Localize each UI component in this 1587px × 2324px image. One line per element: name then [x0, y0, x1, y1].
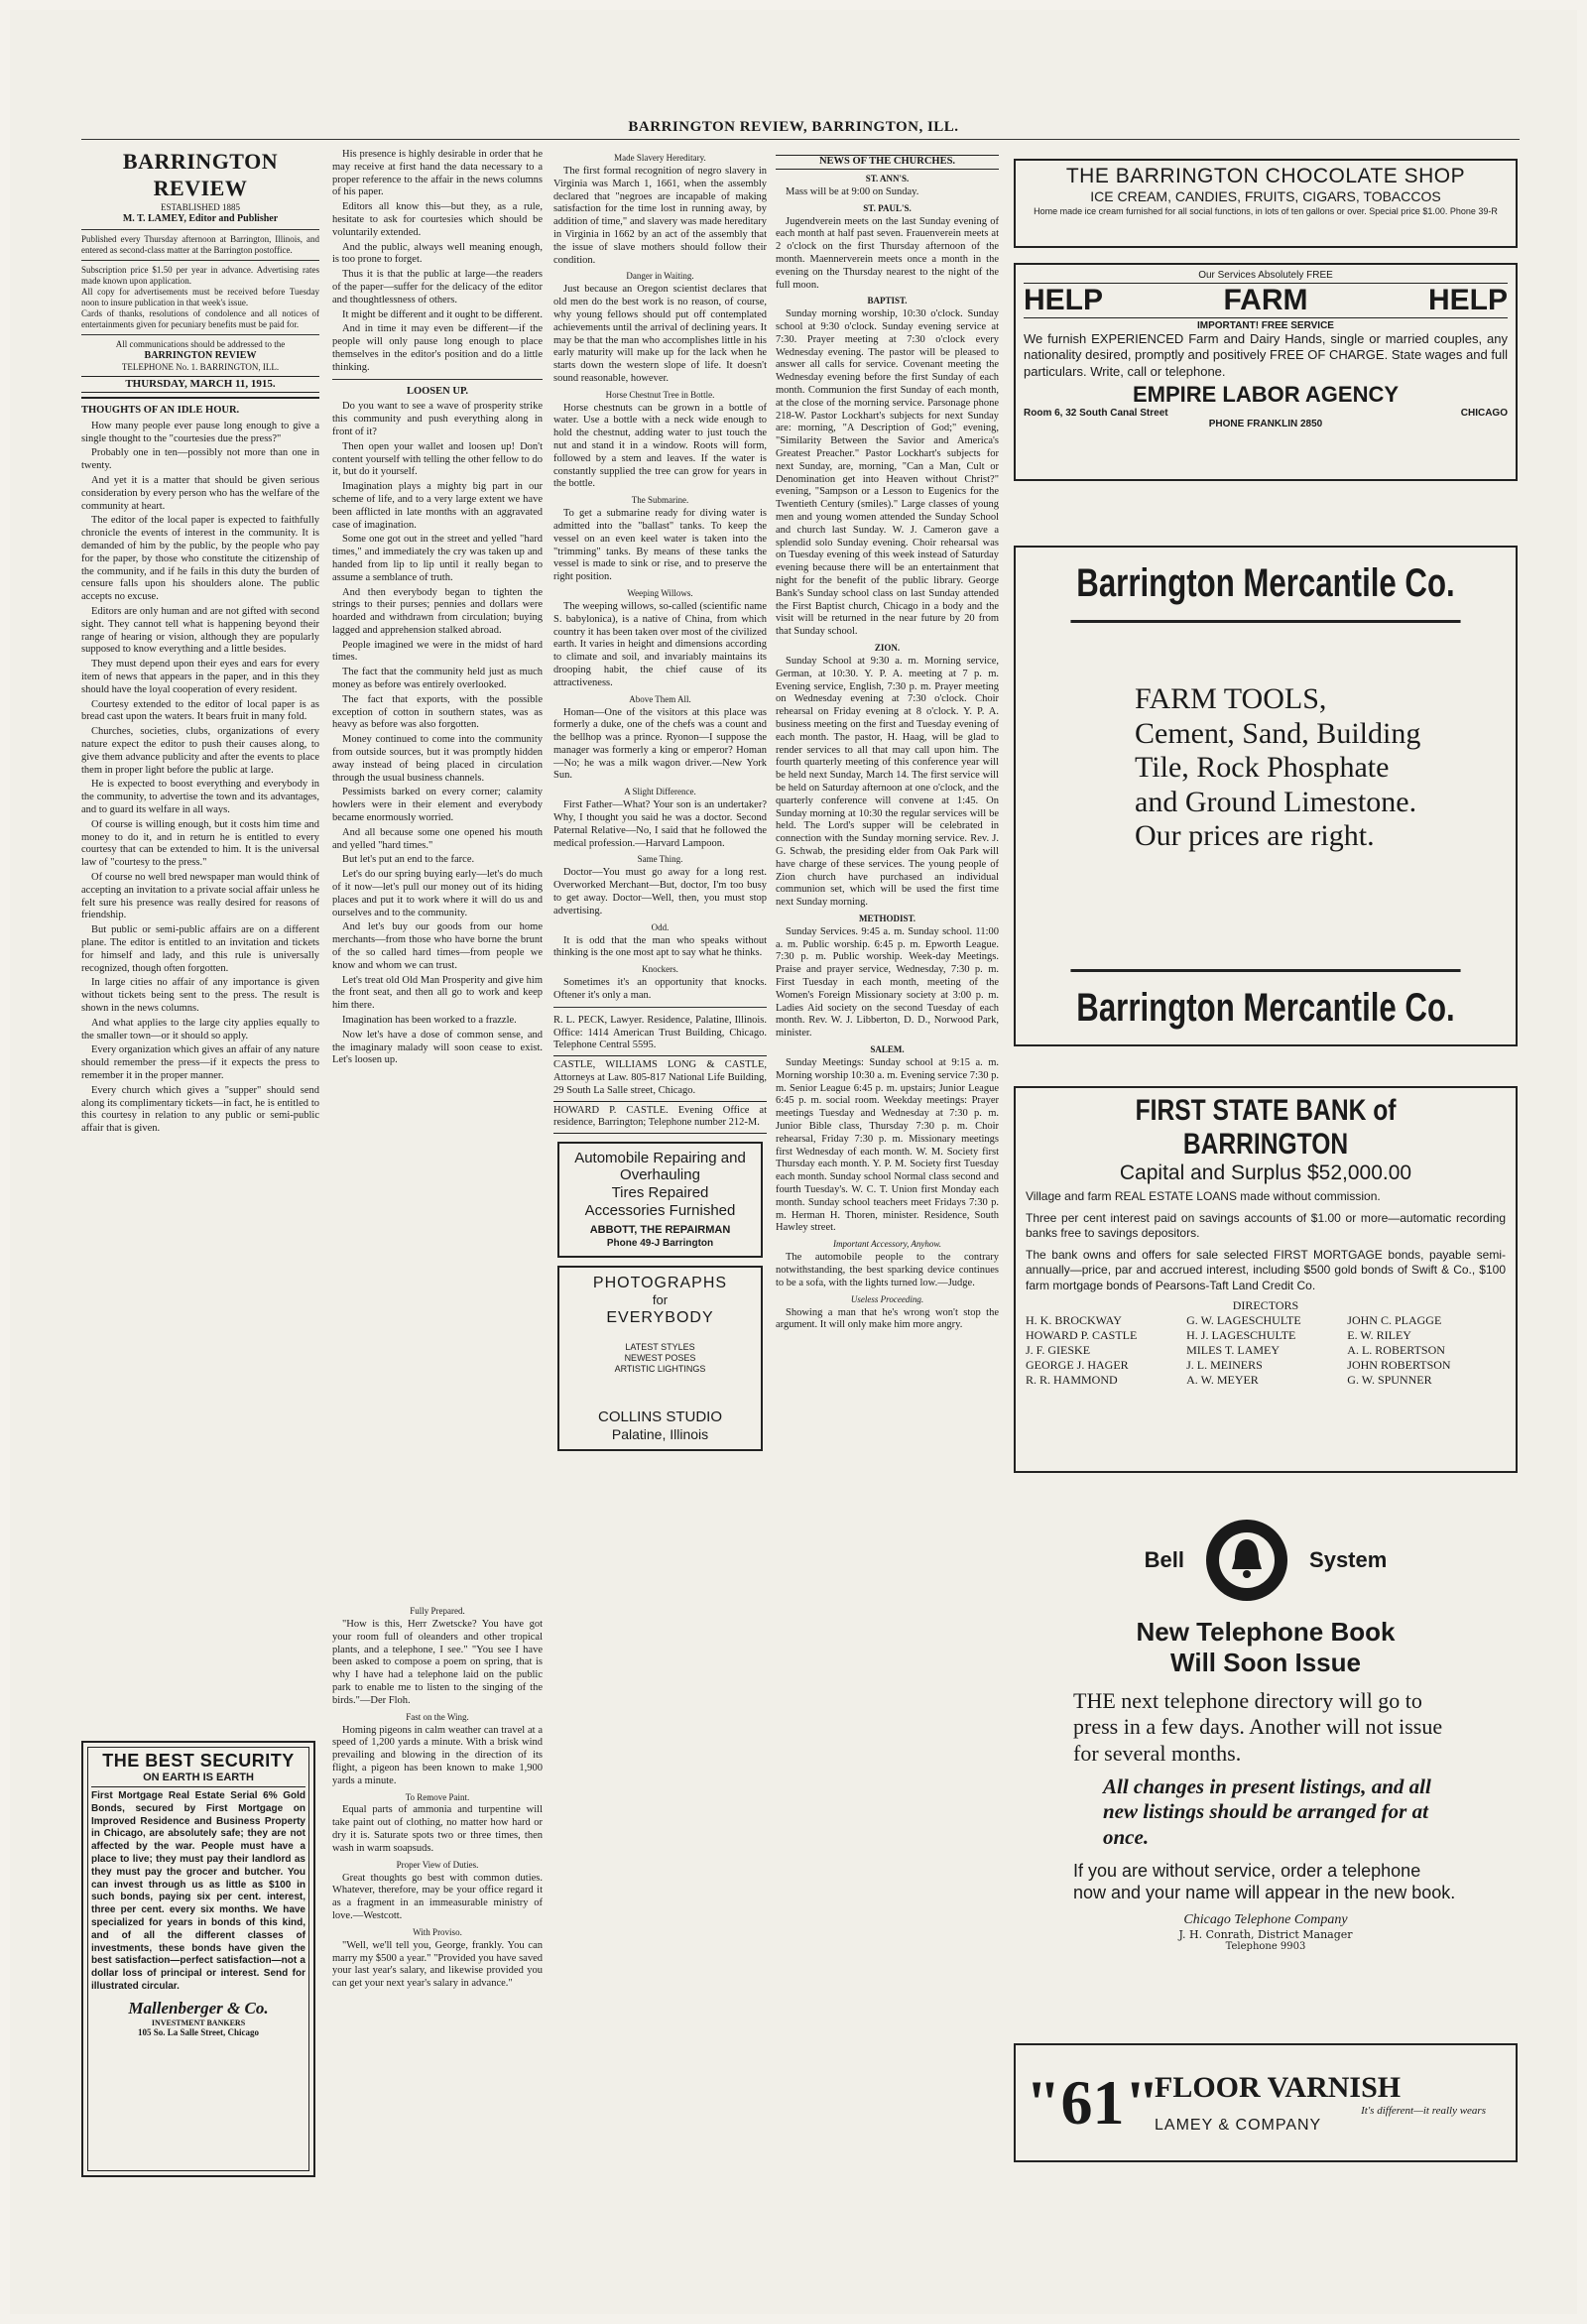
bank-interest: Three per cent interest paid on savings accounts of $1.00 or more—automatic recording banks free to savings depositors. [1026, 1210, 1506, 1241]
story-text: The weeping willows, so-called (scientific name S. babylonica), is a native of China, from which country it has been taken over most of the civilized earth. It varies in height and dimensions according to climate and soil, and invariably maintains its drooping habit, the chief cause of its attractiveness. [553, 600, 767, 688]
masthead-telephone: TELEPHONE No. 1. BARRINGTON, ILL. [121, 361, 280, 372]
story-title: A Slight Difference. [624, 787, 696, 797]
editorial-paragraph: Every organization which gives an affair of any nature should remember the press—if it expects the press to remember it in the proper manner. [81, 1044, 319, 1081]
director-name: H. J. LAGESCHULTE [1186, 1327, 1296, 1342]
director-name: MILES T. LAMEY [1186, 1342, 1281, 1357]
empire-city: CHICAGO [1460, 407, 1508, 419]
bank-ad [1014, 1086, 1518, 1473]
masthead-editor: M. T. LAMEY, Editor and Publisher [122, 212, 279, 224]
loosen-up-paragraph: But let's put an end to the farce. [342, 854, 475, 866]
editorial-paragraph: And what applies to the large city applies equally to the smaller town—or it should so apply. [81, 1017, 319, 1041]
with-proviso-title: With Proviso. [413, 1926, 462, 1937]
loosen-up-paragraph: Money continued to come into the community from outside sources, but it was promptly hidden away instead of being placed in circulation through the usual business channels. [332, 734, 543, 784]
director-name: H. K. BROCKWAY [1026, 1312, 1122, 1327]
director-name: A. L. ROBERTSON [1347, 1342, 1445, 1357]
loosen-up-paragraph: Imagination has been worked to a frazzle. [342, 1015, 517, 1026]
fully-prepared-title: Fully Prepared. [410, 1606, 465, 1616]
auto-repair-ad [557, 1142, 763, 1258]
story-text: It is odd that the man who speaks without thinking is the one most apt to say what he thinks. [553, 934, 767, 959]
with-proviso-text: "Well, we'll tell you, George, frankly. You can marry my $500 a year." "Provided you have saved your last year's salary, and likewise provided you can get your next year's salary in advance." [332, 1939, 543, 1990]
photo-ad-line6: ARTISTIC LIGHTINGS [614, 1363, 706, 1374]
empire-labor-ad [1014, 263, 1518, 481]
loosen-up-paragraph: People imagined we were in the midst of hard times. [332, 639, 543, 664]
story-title: Weeping Willows. [627, 587, 693, 598]
church-name: ZION. [874, 643, 901, 653]
editorial-paragraph: And the public, always well meaning enough, is too prone to forget. [332, 241, 543, 266]
useless-title: Useless Proceeding. [850, 1293, 924, 1304]
story-text: Homan—One of the visitors at this place was formerly a duke, one of the chefs was a count and the bellhop was a prince. Ryonon—I suppose the manager was formerly a king or emperor? Homan—No; he was a milk wagon driver.—New York Sun. [553, 706, 767, 782]
church-name: ST. ANN'S. [865, 173, 910, 183]
story-text: First Father—What? Your son is an undertaker? Why, I thought you said he was a doctor. Second Paternal Relative—No, I said that he followed the medical profession.—Harvard Lampoon. [553, 799, 767, 849]
loosen-up-paragraph: And all because some one opened his mouth and yelled "hard times." [332, 826, 543, 851]
loosen-up-paragraph: And then everybody began to tighten the strings to their purses; pennies and dollars were hoarded and withdrawn from circulation; buying lagged and apprehension stalked abroad. [332, 586, 543, 636]
church-name: METHODIST. [858, 913, 916, 923]
director-row [1026, 1328, 1506, 1343]
masthead-copy-note: All copy for advertisements must be received before Tuesday noon to insure publication in that week's issue. [81, 286, 319, 307]
editorial-paragraph: His presence is highly desirable in order that he may receive at first hand the data necessary to a proper reference to the affair in the news columns of his paper. [332, 149, 543, 198]
loosen-up-paragraph: The fact that exports, with the possible exception of cotton in southern states, was as heavy as before was also forgotten. [332, 693, 543, 731]
director-name: A. W. MEYER [1186, 1372, 1259, 1387]
editorial-paragraph: He is expected to boost everything and everybody in the community, to advertise the town and its advantages, and to guard its welfare in all ways. [81, 779, 319, 815]
card-castle: CASTLE, WILLIAMS LONG & CASTLE, Attorneys at Law. 805-817 National Life Building, 29 South La Salle street, Chicago. [553, 1056, 767, 1101]
fast-wing-text: Homing pigeons in calm weather can travel at a speed of 1,200 yards a minute. With a brisk wind prevailing and blowing in the direction of its flight, a pigeon has been known to make 1,900 yards a minute. [332, 1724, 543, 1786]
chocolate-shop-ad [1014, 159, 1518, 248]
varnish-number: "61" [1026, 2067, 1160, 2138]
card-peck: R. L. PECK, Lawyer. Residence, Palatine, Illinois. Office: 1414 American Trust Building, Chicago. Telephone Central 5595. [553, 1012, 767, 1056]
proper-view-text: Great thoughts go best with common duties. Whatever, therefore, may be your office regard it as a fragment in an immeasurable ministry of love.—Westcott. [332, 1872, 543, 1922]
column-1 [81, 149, 319, 1138]
story-title: Above Them All. [629, 693, 691, 704]
empire-phone: PHONE FRANKLIN 2850 [1208, 418, 1323, 429]
masthead-title: BARRINGTON REVIEW [122, 149, 279, 200]
fast-wing-title: Fast on the Wing. [406, 1711, 469, 1722]
bell-title2: Will Soon Issue [1170, 1648, 1361, 1677]
editorial-body [81, 421, 319, 1136]
security-ad [81, 1741, 315, 2177]
varnish-name: FLOOR VARNISH [1155, 2071, 1402, 2104]
auto-ad-line5: Phone 49-J Barrington [606, 1237, 714, 1249]
church-text: Sunday Meetings: Sunday school at 9:15 a. m. Morning worship 10:30 a. m. Evening service 7:30 p. m. Senior League 6:45 p. m. upstairs; Junior League 6:45 p. m. social room. Weekday meetings: Prayer meetings Tuesday and Wednesday at 7:30 p. m. Junior Bible class, Thursday 7:30 p. m. Choir rehearsal, Friday 7:30 p. m. Missionary meetings first Wednesday of each month. W. M. Society first Thursday each month. Y. P. M. Society first Tuesday each month. Sunday school Normal class second and fourth Tuesday's. W. C. T. Union first Monday each month. Sunday school teachers meet Fridays 7:30 p. m. Herman H. Thoren, minister. Residence, South Hawley street. [776, 1057, 999, 1234]
editorial-paragraph: Editors are only human and are not gifted with second sight. They cannot tell what is happening beyond their range of hearing or vision, although they are popularly supposed to know everything and a little besides. [81, 606, 319, 656]
useless-text: Showing a man that he's wrong won't stop the argument. It will only make him more angry. [776, 1306, 999, 1331]
director-row [1026, 1373, 1506, 1388]
editorial-paragraph: Of course is willing enough, but it costs him time and money to do it, and in return he is entitled to every courtesy that can be extended to him. It is the universal law of "courtesy to the press." [81, 818, 319, 869]
photo-ad-line3: EVERYBODY [606, 1309, 714, 1327]
story-text: Horse chestnuts can be grown in a bottle of water. Use a bottle with a neck wide enough to hold the chestnut, adding water to just touch the nut and stand it in a window. Roots will form, followed by a stem and leaves. If the water is constantly supplied the tree can grow for years in the bottle. [553, 402, 767, 490]
story-text: Doctor—You must go away for a long rest. Overworked Merchant—But, doctor, I'm too busy to get away. Doctor—Well, then, you must stop advertising. [553, 867, 767, 917]
church-text: Jugendverein meets on the last Sunday evening of each month at half past seven. Frauenverein meets at 2 o'clock on the first Thursday afternoon of the month. Maennerverein meets once a month in the evening on the Thursday nearest to the night of the full moon. [776, 215, 999, 291]
editorial-paragraph: Of course no well bred newspaper man would think of accepting an invitation to a private social affair unless he felt sure his presence was really desired for reasons of friendship. [81, 871, 319, 921]
loosen-up-paragraph: Then open your wallet and loosen up! Don't content yourself with telling the other fellow to do it, but do it yourself. [332, 440, 543, 478]
director-name: JOHN C. PLAGGE [1347, 1312, 1442, 1327]
newspaper-page [10, 10, 1577, 2314]
director-name: HOWARD P. CASTLE [1026, 1327, 1138, 1342]
editorial-paragraph: Courtesy extended to the editor of local paper is as bread cast upon the waters. It bears fruit in many fold. [81, 698, 319, 723]
security-ad-firm: Mallenberger & Co. [128, 1998, 269, 2018]
empire-farm: FARM [1223, 284, 1308, 316]
director-name: GEORGE J. HAGER [1026, 1357, 1129, 1372]
church-name: SALEM. [870, 1044, 905, 1055]
director-name: JOHN ROBERTSON [1347, 1357, 1451, 1372]
security-ad-subtitle: ON EARTH IS EARTH [91, 1772, 305, 1787]
church-sections [776, 174, 999, 1235]
editorial-continued [332, 149, 543, 375]
churches-title: NEWS OF THE CHURCHES. [776, 155, 999, 170]
editorial-paragraph: Thus it is that the public at large—the readers of the paper—suffer for the delicacy of the editor and thoughtlessness of others. [332, 269, 543, 306]
card-howard: HOWARD P. CASTLE. Evening Office at residence, Barrington; Telephone number 212-M. [553, 1102, 767, 1135]
mercantile-name-top: Barrington Mercantile Co. [1070, 548, 1460, 623]
remove-paint-text: Equal parts of ammonia and turpentine will take paint out of clothing, no matter how hard or dry it is. Saturate spots two or three times, then wash in warm soapsuds. [332, 1804, 543, 1854]
director-name: E. W. RILEY [1347, 1327, 1411, 1342]
director-row [1026, 1343, 1506, 1358]
varnish-slogan: It's different—it really wears [1361, 2105, 1486, 2117]
bell-seal-icon [1204, 1518, 1289, 1603]
auto-ad-line3: Accessories Furnished [584, 1201, 736, 1219]
editorial-paragraph: But public or semi-public affairs are on a different plane. The editor is entitled to an invitation and tickets for himself and lady, and this rule is universally recognized, though often forgotten. [81, 924, 319, 974]
story-title: The Submarine. [631, 495, 689, 506]
church-text: Sunday Services. 9:45 a. m. Sunday school. 11:00 a. m. Public worship. 6:45 p. m. Epworth League. 7:30 p. m. Public worship. Week-day Meetings. Praise and prayer service, Wednesday, 7:30 p. m. First Tuesday in each month, meeting of the Women's Foreign Missionary society at 3:00 p. m. Ladies Aid society on the second Tuesday of each month. Rev. W. J. Libberton, D. D., Norwood Park, minister. [776, 925, 999, 1040]
loosen-up-paragraph: Now let's have a dose of common sense, and the imaginary malady will soon cease to exist. Let's loosen up. [332, 1029, 543, 1066]
story-title: Made Slavery Hereditary. [614, 153, 706, 163]
security-ad-body: First Mortgage Real Estate Serial 6% Gold Bonds, secured by First Mortgage on Improved Residence and Business Property in Chicago, are absolutely safe; they are not affected by the war. People must have a place to live; they must pay their landlord as they must pay the grocer and butcher. You can invest through us as little as $100 in such bonds, paying six per cent. interest, three per cent. every six months. We have specialized for years in bonds of this kind, and of all the different classes of investments, these bonds have given the best satisfaction—perfect satisfaction—not a dollar loss of principal or interest. Send for illustrated circular. [91, 1790, 305, 1992]
security-ad-title: THE BEST SECURITY [102, 1751, 295, 1771]
photo-ad-line8: Palatine, Illinois [611, 1425, 709, 1442]
auto-ad-line1: Automobile Repairing and Overhauling [574, 1150, 746, 1184]
system-label: System [1309, 1547, 1388, 1572]
remove-paint-title: To Remove Paint. [405, 1791, 470, 1802]
story-title: Danger in Waiting. [626, 271, 694, 282]
editorial-paragraph: Every church which gives a "supper" should send along its complimentary tickets—in fact, he is entitled to this courtesy in relation to any public or semi-public affair that is given. [81, 1084, 319, 1135]
empire-help-right: HELP [1427, 284, 1508, 316]
chocolate-items: ICE CREAM, CANDIES, FRUITS, CIGARS, TOBACCOS [1090, 188, 1441, 204]
bank-capital: Capital and Surplus $52,000.00 [1119, 1162, 1412, 1184]
running-head: BARRINGTON REVIEW, BARRINGTON, ILL. [628, 119, 959, 135]
masthead-publication: Published every Thursday afternoon at Barrington, Illinois, and entered as second-class matter at the Barrington postoffice. [81, 233, 319, 255]
director-name: R. R. HAMMOND [1026, 1372, 1118, 1387]
bank-directors-title: DIRECTORS [1232, 1297, 1299, 1312]
director-name: J. L. MEINERS [1186, 1357, 1263, 1372]
editorial-paragraph: Probably one in ten—possibly not more than one in twenty. [81, 447, 319, 472]
bell-body1: THE next telephone directory will go to press in a few days. Another will not issue for several months. [1073, 1688, 1443, 1766]
empire-room: Room 6, 32 South Canal Street [1024, 407, 1168, 419]
church-text: Sunday morning worship, 10:30 o'clock. Sunday school at 9:30 o'clock. Sunday evening service at 7:30. Prayer meeting at 7:30 o'clock every Wednesday evening. The pastor will be pleased to answer all calls for service. Covenant meeting the Wednesday evening before the first Sunday of each month. Communion the first Sunday of each month, at the close of the morning service. Parsonage phone 218-W. Pastor Lockhart's subjects for next Sunday are: morning, "A Description of God;" evening, "Similarity Between the Savior and America's Greatest Preacher." Pastor Lockhart's subjects for next Sunday, are, morning, "Can a Man, Cult or Denomination get into Heaven without Christ?" evening, "Sampson or a Lesson to Eugenics for the Twentieth Century (smiles)." Large classes of young men and young women attended the Sunday School and church last Sunday. W. J. Cameron gave a splendid solo Sunday evening. Choir rehearsal was on Tuesday evening of this week instead of Saturday evening because there will be an entertainment that night for the benefit of the public library. George Bank's Sunday school class on last Sunday attended the First Baptist church, Chicago in a body and the visit will be returned in the near future by 20 from that Sunday school. [776, 308, 999, 638]
masthead-address-note: All communications should be addressed to the [115, 338, 286, 349]
bell-body3: If you are without service, order a telephone now and your name will appear in the new book. [1073, 1860, 1456, 1903]
bank-loans: Village and farm REAL ESTATE LOANS made without commission. [1026, 1189, 1381, 1203]
fully-prepared-text: "How is this, Herr Zwetscke? You have got your room full of oleanders and other tropical plants, and a telephone, I see." "You see I have been asked to compose a poem on spring, that is why I have had a telephone laid on the public park to enable me to listen to the singing of the birds."—Der Floh. [332, 1618, 543, 1706]
chocolate-title: THE BARRINGTON CHOCOLATE SHOP [1065, 165, 1466, 187]
accessory-title: Important Accessory, Anyhow. [833, 1239, 941, 1250]
editorial-paragraph: It might be different and it ought to be different. [342, 308, 543, 320]
director-row [1026, 1358, 1506, 1373]
column-3-items [553, 153, 767, 1003]
director-name: J. F. GIESKE [1026, 1342, 1091, 1357]
bank-directors [1026, 1313, 1506, 1388]
mercantile-ad [1014, 546, 1518, 1046]
chocolate-note: Home made ice cream furnished for all social functions, in lots of ten gallons or over. Special price $1.00. Phone 39-R [1034, 206, 1498, 216]
security-ad-firm-sub: INVESTMENT BANKERS [151, 2018, 246, 2027]
masthead-address-name: BARRINGTON REVIEW [144, 349, 257, 361]
story-title: Horse Chestnut Tree in Bottle. [605, 389, 715, 400]
photo-ad-line2: for [652, 1292, 669, 1308]
bank-bonds: The bank owns and offers for sale selected FIRST MORTGAGE bonds, payable semi-annually—price, par and accrued interest, including $500 gold bonds of Swift & Co., $100 farm mortgage bonds of Pearsons-Taft Land Credit Co. [1026, 1247, 1506, 1292]
masthead-date: THURSDAY, MARCH 11, 1915. [81, 376, 319, 393]
editorial-paragraph: The editor of the local paper is expected to faithfully chronicle the events of interest in the community. It is demanded of him by the public, by the people who pay for the paper, by those who constitute the citizenship of the community, and if he fails in this duty the burden of censure falls upon his shoulders alone. The public accepts no excuse. [81, 515, 319, 603]
column-2 [332, 149, 543, 1069]
loosen-up-paragraph: Let's treat old Old Man Prosperity and give him the front seat, and then all go to work and keep him there. [332, 974, 543, 1012]
editorial-paragraph: And in time it may even be different—if the people will only pause long enough to place themselves in the editor's position and do a little thinking. [332, 323, 543, 373]
editorial-paragraph: They must depend upon their eyes and ears for every item of news that appears in the paper, and in this they should have the loyal cooperation of every resident. [81, 659, 319, 695]
auto-ad-line2: Tires Repaired [611, 1183, 709, 1201]
loosen-up-paragraph: Do you want to see a wave of prosperity strike this community and push everything along in front of it? [332, 401, 543, 437]
church-name: ST. PAUL'S. [863, 202, 912, 213]
loosen-up-paragraph: Some one got out in the street and yelled "hard times," and immediately the cry was taken up and handed from lip to lip until it really began to assume a semblance of truth. [332, 534, 543, 583]
security-ad-address: 105 So. La Salle Street, Chicago [137, 2026, 260, 2037]
church-text: Mass will be at 9:00 on Sunday. [786, 185, 919, 197]
editorial-paragraph: Churches, societies, clubs, organizations of every nature expect the editor to push their causes along, to give them advance publicity and after the events to place them in proper light before the public at large. [81, 726, 319, 776]
loosen-up-paragraph: Let's do our spring buying early—let's do much of it now—let's pull our money out of its hiding places and put it to work where it will do us and ourselves and to the community. [332, 869, 543, 918]
photo-ad-line7: COLLINS STUDIO [597, 1407, 723, 1425]
column-4 [776, 149, 999, 1334]
director-row [1026, 1313, 1506, 1328]
header-rule [81, 139, 1520, 140]
loosen-up-paragraph: Pessimists barked on every corner; calamity howlers were in their element and everybody became enormously worried. [332, 787, 543, 824]
masthead-cards: Cards of thanks, resolutions of condolence and all notices of entertainments given for pecuniary benefits must be paid for. [81, 307, 319, 329]
masthead [81, 149, 319, 399]
empire-important: IMPORTANT! FREE SERVICE [1197, 320, 1334, 331]
story-title: Same Thing. [637, 854, 683, 865]
mercantile-name-bottom: Barrington Mercantile Co. [1070, 969, 1460, 1044]
empire-help-left: HELP [1024, 284, 1104, 316]
column-2-lower [332, 1602, 543, 1993]
loosen-up-body [332, 401, 543, 1067]
editorial-title: THOUGHTS OF AN IDLE HOUR. [81, 405, 240, 417]
story-text: To get a submarine ready for diving water is admitted into the "ballast" tanks. To keep the vessel on an even keel water is taken into the "trimming" tanks. By means of these tanks the vessel is made to sink or rise, and to preserve the right position. [553, 508, 767, 583]
loosen-up-paragraph: Imagination plays a mighty big part in our scheme of life, and to a very large extent we have been afflicted in late months with an aggravated case of imagination. [332, 481, 543, 531]
story-text: Sometimes it's an opportunity that knocks. Oftener it's only a man. [553, 977, 767, 1001]
bell-phone: Telephone 9903 [1225, 1940, 1306, 1952]
masthead-subscription: Subscription price $1.50 per year in advance. Advertising rates made known upon application. [81, 264, 319, 286]
story-title: Odd. [651, 921, 670, 932]
bell-company: Chicago Telephone Company [1183, 1911, 1348, 1927]
empire-top: Our Services Absolutely FREE [1198, 270, 1333, 281]
accessory-text: The automobile people to the contrary notwithstanding, the best sparking device continues to be a sofa, with the lights turned low.—Judge. [776, 1252, 999, 1288]
church-text: Sunday School at 9:30 a. m. Morning service, German, at 10:30. Y. P. A. meeting at 7 p. m. Evening service, English, 7:30 p. m. Prayer meeting on Wednesday evening at 7:30 o'clock. Choir rehearsal on Friday evening at 8 o'clock. Y. P. A. business meeting on the first and Tuesday evening of each month. The pastor, H. Haag, will be glad to render services to all that may call upon him. The fourth quarterly meeting of this conference year will be held next Sunday, March 14. The first service will be held on Saturday afternoon at one o'clock, and the quarterly conference will convene at 1:45. On Sunday morning at 10:30 the regular services will be held. The Lord's supper will be celebrated in connection with the Sunday morning service. Rev. J. G. Schwab, the presiding elder from Oak Park will have charge of these services. The young people of Zion church have purchased an individual communion set, which will be used the first time next Sunday morning. [776, 655, 999, 909]
masthead-established: ESTABLISHED 1885 [160, 201, 241, 212]
proper-view-title: Proper View of Duties. [396, 1859, 479, 1870]
bell-ad [1014, 1518, 1518, 2014]
director-name: G. W. SPUNNER [1347, 1372, 1432, 1387]
editorial-paragraph: In large cities no affair of any importance is given without tickets being sent to the press. The result is shown in the news columns. [81, 977, 319, 1014]
photo-ad-line1: PHOTOGRAPHS [592, 1274, 728, 1291]
loosen-up-paragraph: The fact that the community held just as much money as before was entirely overlooked. [332, 667, 543, 691]
mercantile-body: FARM TOOLS, Cement, Sand, Building Tile, Rock Phosphate and Ground Limestone. Our prices are right. [1135, 682, 1421, 852]
editorial-paragraph: And yet it is a matter that should be given serious consideration by every person who has the welfare of the community at heart. [81, 475, 319, 512]
church-name: BAPTIST. [867, 296, 908, 306]
editorial-paragraph: How many people ever pause long enough to give a single thought to the "courtesies due the press?" [81, 420, 319, 444]
bell-label: Bell [1144, 1547, 1185, 1572]
editorial-paragraph: Editors all know this—but they, as a rule, hesitate to ask for courtesies which should be voluntarily extended. [332, 201, 543, 238]
story-text: The first formal recognition of negro slavery in Virginia was March 1, 1661, when the assembly declared that "negroes are incapable of making satisfaction for the time lost in running away, by addition of time," and slavery was made hereditary in Virginia in 1662 by an act of the assembly that the issue of slave mothers should follow their condition. [553, 165, 767, 266]
photo-ad [557, 1266, 763, 1451]
auto-ad-line4: ABBOTT, THE REPAIRMAN [589, 1224, 731, 1237]
bank-name: FIRST STATE BANK of BARRINGTON [1135, 1094, 1397, 1161]
loosen-up-title: LOOSEN UP. [406, 385, 469, 397]
column-3 [553, 149, 767, 1459]
photo-ad-line4: LATEST STYLES [625, 1341, 695, 1352]
varnish-seller: LAMEY & COMPANY [1155, 2117, 1322, 2134]
story-title: Knockers. [642, 964, 678, 975]
loosen-up-paragraph: And let's buy our goods from our home merchants—from those who have borne the brunt of the so called hard times—from people we know and whom we can trust. [332, 921, 543, 971]
story-text: Just because an Oregon scientist declares that old men do the best work is no reason, of course, why young fellows should put off contemplated achievements until the arrival of declining years. It may be that the man who accomplishes little in his early maturity will make up for the lack when he starts down the western slope of life. It doesn't sound reasonable, however. [553, 284, 767, 384]
bell-body2: All changes in present listings, and all new listings should be arranged for at once. [1103, 1774, 1431, 1849]
varnish-ad [1014, 2043, 1518, 2162]
director-name: G. W. LAGESCHULTE [1186, 1312, 1301, 1327]
bell-title1: New Telephone Book [1136, 1617, 1396, 1647]
bell-manager: J. H. Conrath, District Manager [1178, 1927, 1353, 1941]
empire-name: EMPIRE LABOR AGENCY [1132, 381, 1400, 407]
empire-body: We furnish EXPERIENCED Farm and Dairy Hands, single or married couples, any nationality desired, promptly and positively FREE OF CHARGE. State wages and full particulars. Write, call or telephone. [1024, 331, 1508, 379]
photo-ad-line5: NEWEST POSES [624, 1352, 696, 1363]
